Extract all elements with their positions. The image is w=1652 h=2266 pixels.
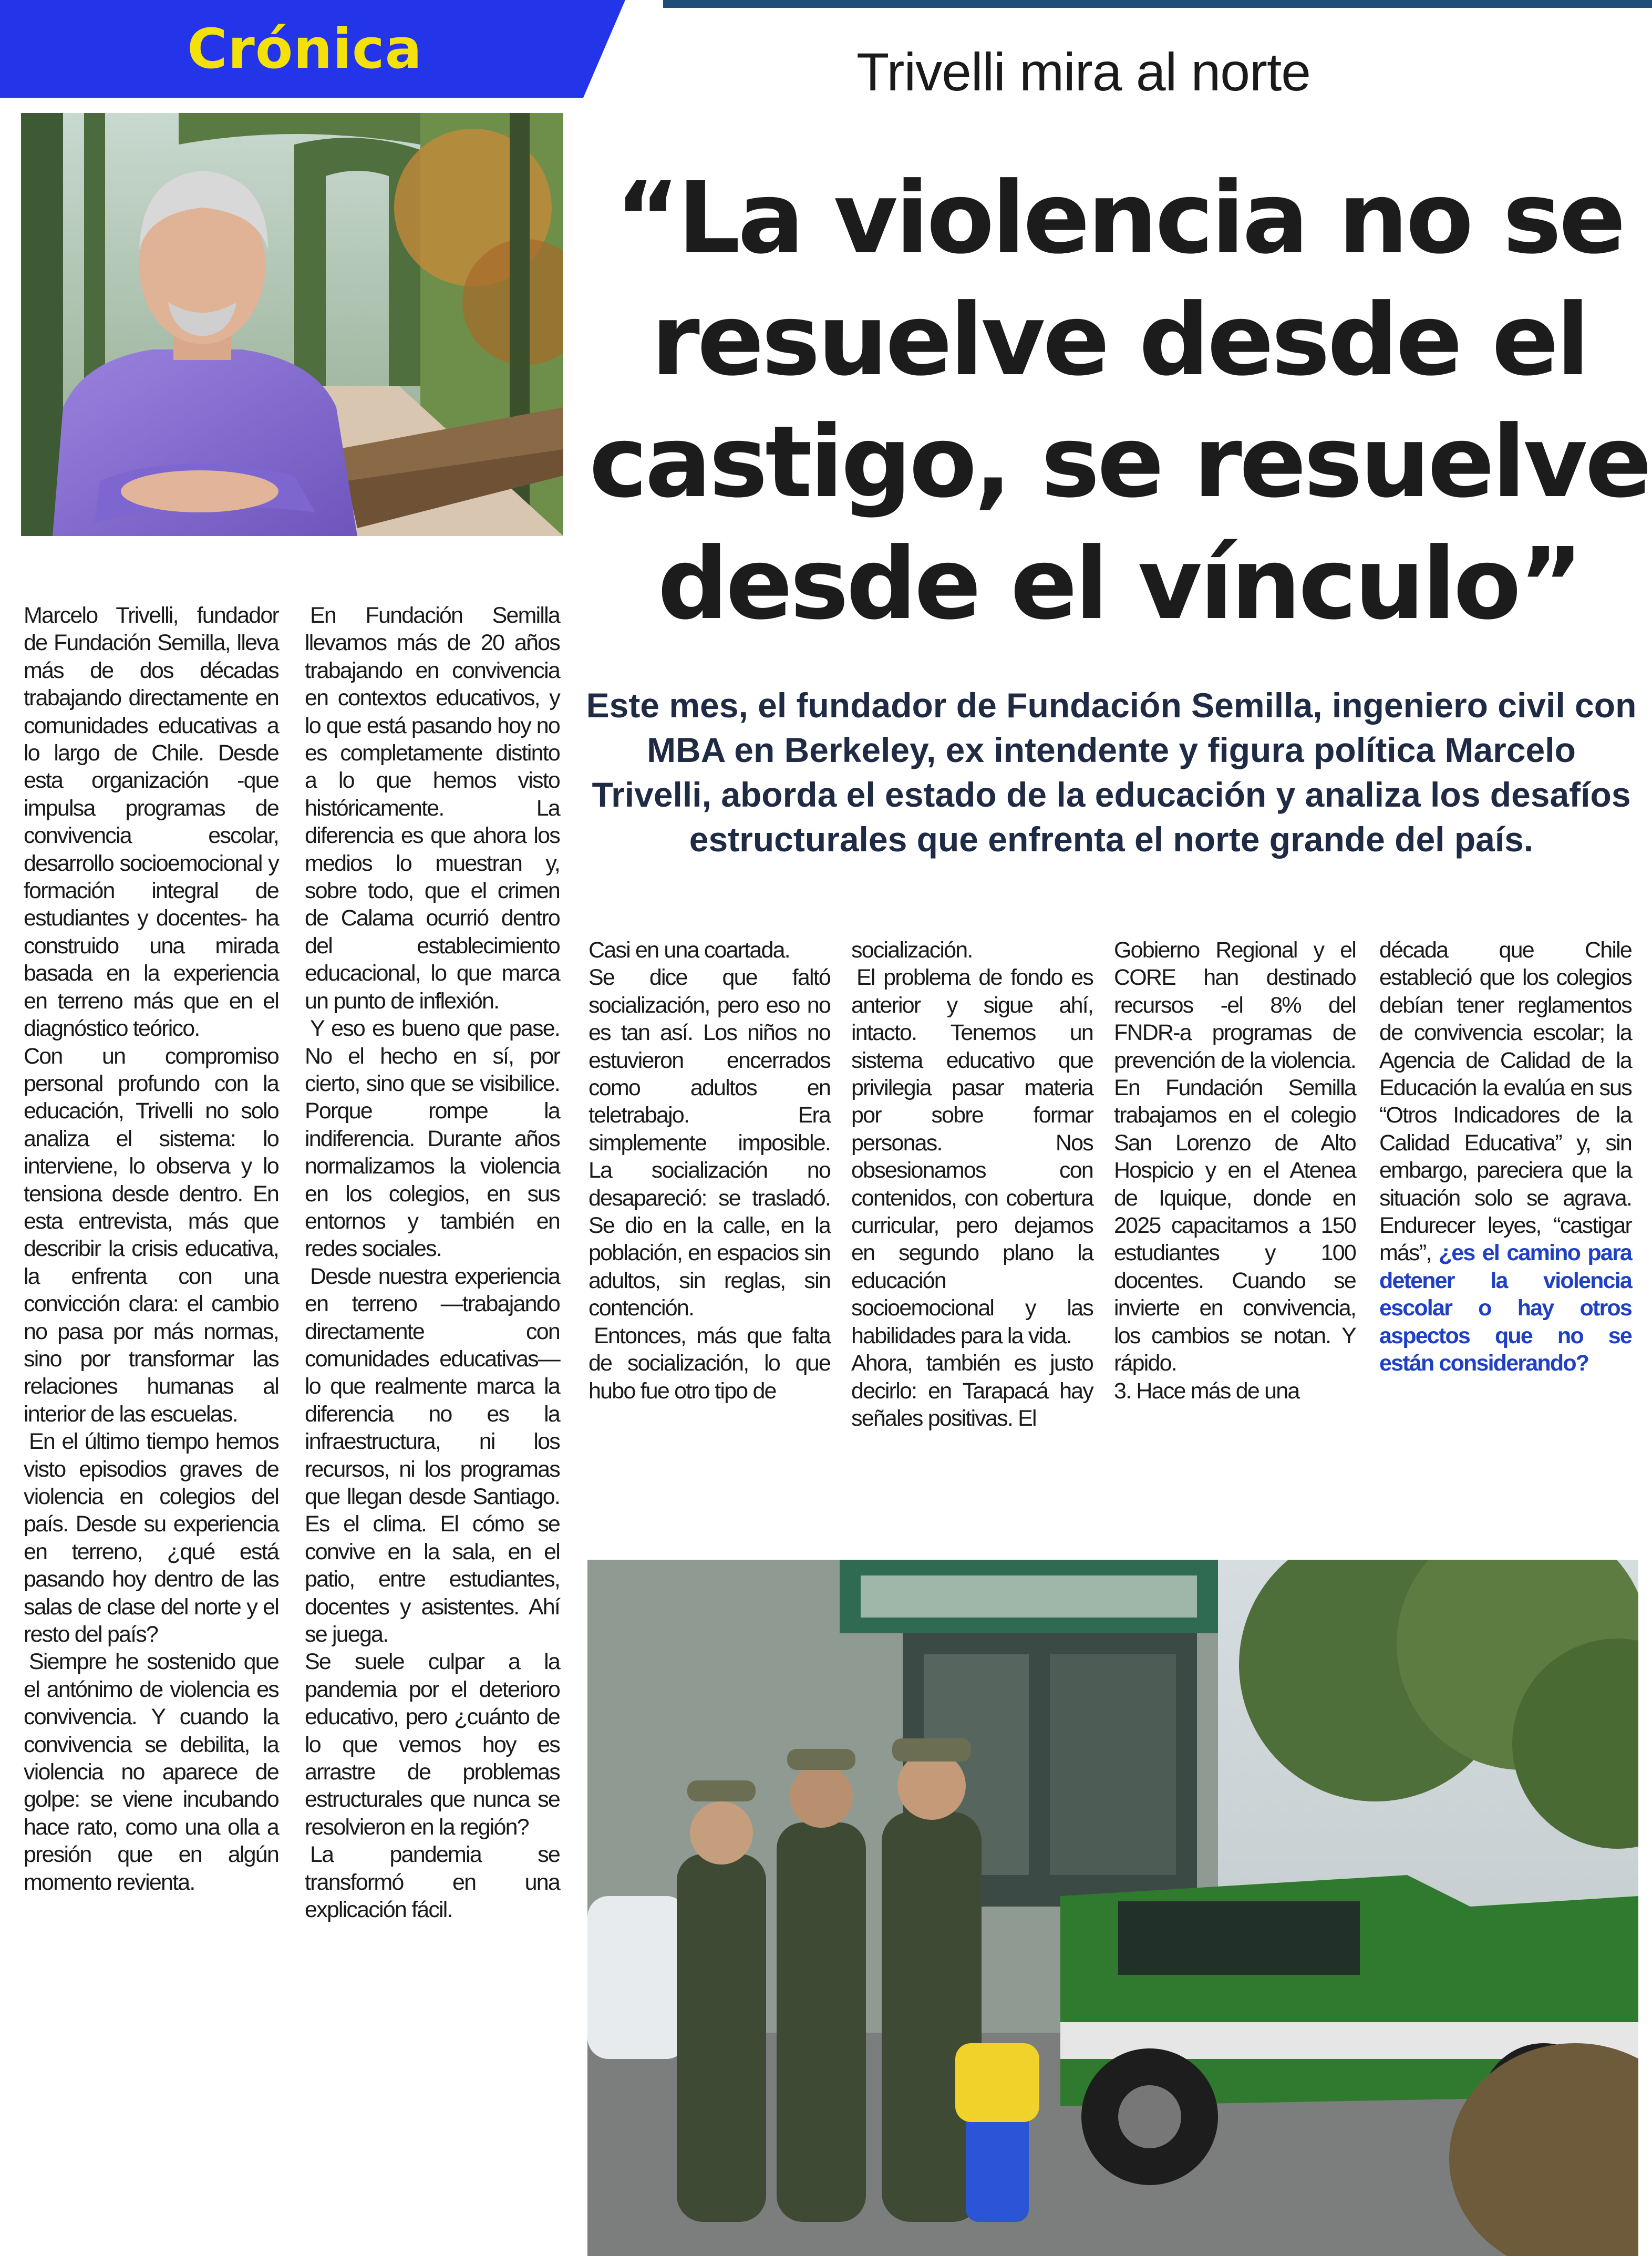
- body-column-3: [588, 936, 830, 1515]
- body-paragraph: Entonces, más que falta de socialización, lo que hubo fue otro tipo de: [588, 1323, 830, 1404]
- body-paragraph: Ahora, también es justo decirlo: en Tarapacá hay señales positivas. El: [851, 1351, 1093, 1431]
- body-column-4: [851, 936, 1093, 1515]
- body-column-5: [1114, 936, 1356, 1515]
- body-paragraph: Gobierno Regional y el CORE han destinado recursos -el 8% del FNDR-a programas de prevención de la violencia. En Fundación Semilla trabajamos en el colegio San Lorenzo de Alto Hospicio y en el Atenea de Iquique, donde en 2025 capacitamos a 150 estudiantes y 100 docentes. Cuando se invierte en convivencia, los cambios se notan. Y rápido.: [1114, 938, 1356, 1376]
- section-label: Crónica: [187, 17, 422, 81]
- interview-question-text: década que Chile estableció que los colegios debían tener reglamentos de convivencia escolar; la Agencia de Calidad de la Educación la evalúa en sus “Otros Indicadores de la Calidad Educativa” y, sin embargo, pareciera que la situación solo se agrava. Endurecer leyes, “castigar más”,: [1379, 938, 1632, 1266]
- police-photo: [587, 1560, 1638, 2256]
- headline: “La violencia no se resuelve desde el castigo, se resuelve desde el vínculo”: [589, 161, 1649, 642]
- interview-question: 3. Hace más de una: [1114, 1378, 1299, 1404]
- body-paragraph: [1379, 936, 1632, 1377]
- body-paragraph: Y eso es bueno que pase. No el hecho en sí, por cierto, sino que se visibilice. Porque rompe la indiferencia. Durante años normalizamos la violencia en los colegios, en sus entornos y también en redes sociales.: [305, 1016, 560, 1262]
- body-paragraph: Se dice que faltó socialización, pero eso no es tan así. Los niños no estuvieron encerrados como adultos en teletrabajo. Era simplemente imposible. La socialización no desapareció: se trasladó. Se dio en la calle, en la población, en espacios sin adultos, sin reglas, sin contención.: [588, 965, 830, 1321]
- body-column-2: [305, 602, 560, 2241]
- kicker: Trivelli mira al norte: [856, 42, 1311, 102]
- portrait-photo: [21, 113, 563, 536]
- body-paragraph: Marcelo Trivelli, fundador de Fundación Semilla, lleva más de dos décadas trabajando directamente en comunidades educativas a lo largo de Chile. Desde esta organización -que impulsa programas de convivencia escolar, desarrollo socioemocional y formación integral de estudiantes y docentes- ha construido una mirada basada en la experiencia en terreno más que en el diagnóstico teórico.: [24, 603, 278, 1042]
- body-paragraph: La pandemia se transformó en una explicación fácil.: [305, 1842, 560, 1923]
- top-rule: [663, 0, 1652, 8]
- body-column-1: [24, 602, 278, 2241]
- interview-question: En el último tiempo hemos visto episodios graves de violencia en colegios del país. Desde su experiencia en terreno, ¿qué está pasando hoy dentro de las salas de clase del norte y el resto del país?: [24, 1429, 278, 1647]
- lead-paragraph: Este mes, el fundador de Fundación Semilla, ingeniero civil con MBA en Berkeley, ex intendente y figura política Marcelo Trivelli, aborda el estado de la educación y analiza los desafíos estructurales que enfrenta el norte grande del país.: [586, 686, 1637, 859]
- body-paragraph: Con un compromiso personal profundo con la educación, Trivelli no solo analiza el sistema: lo interviene, lo observa y lo tensiona desde dentro. En esta entrevista, más que describir la crisis educativa, la enfrenta con una convicción clara: el cambio no pasa por más normas, sino por transformar las relaciones humanas al interior de las escuelas.: [24, 1043, 278, 1427]
- body-paragraph: socialización.: [851, 938, 973, 963]
- interview-question: Se suele culpar a la pandemia por el deterioro educativo, pero ¿cuánto de lo que vemos hoy es arrastre de problemas estructurales que nunca se resolvieron en la región?: [305, 1649, 560, 1840]
- body-paragraph: Desde nuestra experiencia en terreno —trabajando directamente con comunidades educativas— lo que realmente marca la diferencia no es la infraestructura, ni los recursos, ni los programas que llegan desde Santiago. Es el clima. El cómo se convive en la sala, en el patio, entre estudiantes, docentes y asistentes. Ahí se juega.: [305, 1263, 560, 1647]
- body-paragraph: Casi en una coartada.: [588, 938, 790, 963]
- body-column-6: [1379, 936, 1632, 1515]
- body-paragraph: Siempre he sostenido que el antónimo de violencia es convivencia. Y cuando la convivencia se debilita, la violencia no aparece de golpe: se viene incubando hace rato, como una olla a presión que en algún momento revienta.: [24, 1649, 278, 1895]
- body-paragraph: En Fundación Semilla llevamos más de 20 años trabajando en convivencia en contextos educativos, y lo que está pasando hoy no es completamente distinto a lo que hemos visto históricamente. La diferencia es que ahora los medios lo muestran y, sobre todo, que el crimen de Calama ocurrió dentro del establecimiento educacional, lo que marca un punto de inflexión.: [305, 603, 560, 1014]
- body-paragraph: El problema de fondo es anterior y sigue ahí, intacto. Tenemos un sistema educativo que privilegia pasar materia por sobre formar personas. Nos obsesionamos con contenidos, con cobertura curricular, pero dejamos en segundo plano la educación socioemocional y las habilidades para la vida.: [851, 965, 1093, 1348]
- interview-question-highlight: ¿es el camino para detener la violencia escolar o hay otros aspectos que no se están considerando?: [1379, 1240, 1632, 1376]
